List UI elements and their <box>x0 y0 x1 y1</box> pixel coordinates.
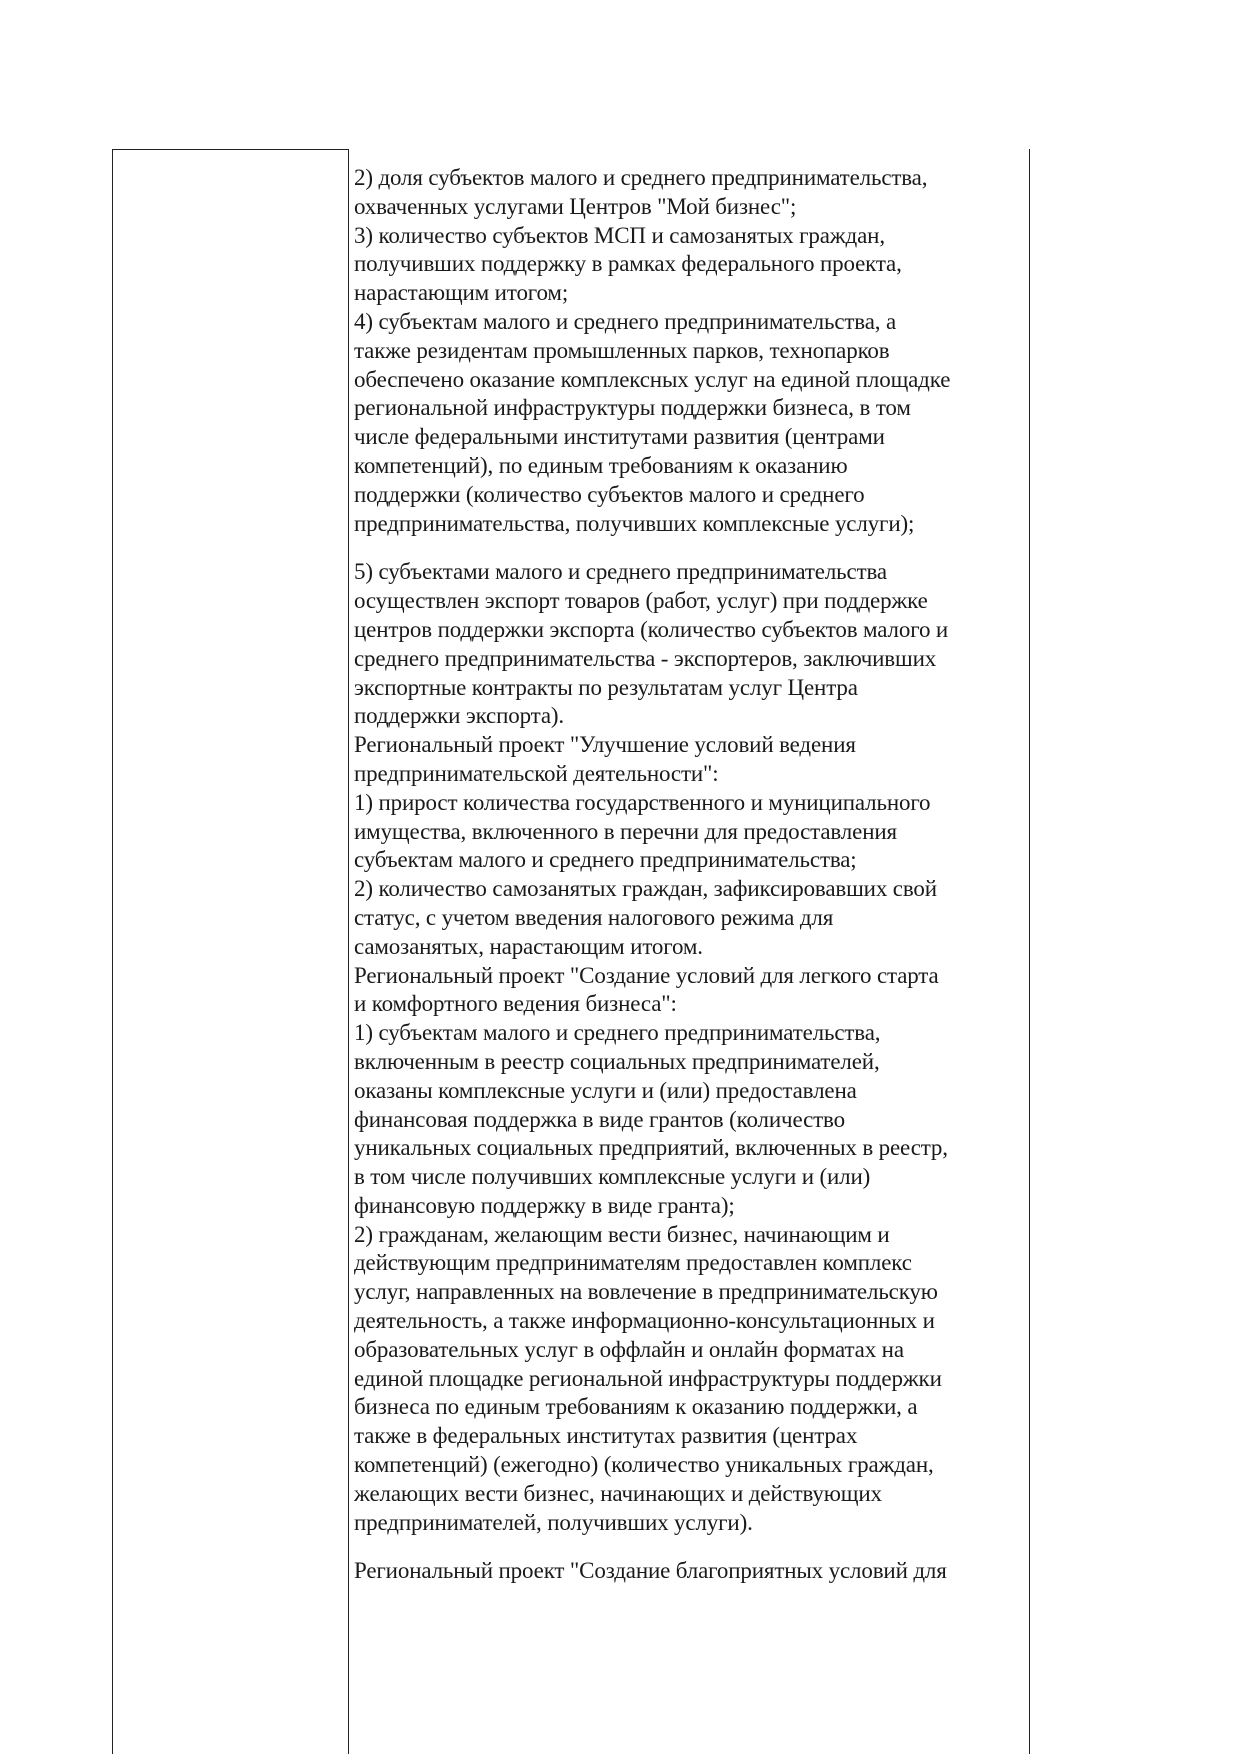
table-column-divider <box>348 149 349 1754</box>
text-line: самозанятых, нарастающим итогом. <box>354 933 703 959</box>
text-line: финансовая поддержка в виде грантов (количество <box>354 1106 845 1132</box>
table-right-border <box>1029 149 1030 1754</box>
text-line: 4) субъектам малого и среднего предпринимательства, а <box>354 308 897 334</box>
text-line: и комфортного ведения бизнеса": <box>354 991 677 1017</box>
text-line: 2) количество самозанятых граждан, зафиксировавших свой <box>354 876 937 902</box>
text-line: осуществлен экспорт товаров (работ, услуг) при поддержке <box>354 588 928 614</box>
text-line: также резидентам промышленных парков, технопарков <box>354 337 890 363</box>
text-line: получивших поддержку в рамках федерального проекта, <box>354 251 902 277</box>
text-line: образовательных услуг в оффлайн и онлайн форматах на <box>354 1336 904 1362</box>
text-line: финансовую поддержку в виде гранта); <box>354 1192 735 1218</box>
text-line: поддержки экспорта). <box>354 703 565 729</box>
text-block-1 <box>354 164 1026 538</box>
text-line: субъектам малого и среднего предпринимательства; <box>354 847 857 873</box>
text-line: услуг, направленных на вовлечение в предпринимательскую <box>354 1279 938 1305</box>
text-line: региональной инфраструктуры поддержки бизнеса, в том <box>354 395 911 421</box>
table-cell-right-text <box>354 164 1026 1586</box>
text-line: поддержки (количество субъектов малого и среднего <box>354 481 865 507</box>
text-line: 5) субъектами малого и среднего предпринимательства <box>354 559 887 585</box>
text-line: экспортные контракты по результатам услуг Центра <box>354 674 858 700</box>
table-cell-left-empty <box>114 151 347 1751</box>
text-line: нарастающим итогом; <box>354 280 569 306</box>
text-line: желающих вести бизнес, начинающих и действующих <box>354 1480 882 1506</box>
text-line: Региональный проект "Создание условий для легкого старта <box>354 962 939 988</box>
text-line: предпринимателей, получивших услуги). <box>354 1509 753 1535</box>
text-line: действующим предпринимателям предоставлен комплекс <box>354 1250 912 1276</box>
paragraph-gap <box>354 1537 1026 1557</box>
text-line: Региональный проект "Создание благоприятных условий для <box>354 1558 947 1584</box>
table-top-border <box>112 149 349 150</box>
text-line: предпринимательства, получивших комплексные услуги); <box>354 510 915 536</box>
text-line: числе федеральными институтами развития (центрами <box>354 424 885 450</box>
text-line: центров поддержки экспорта (количество субъектов малого и <box>354 616 949 642</box>
text-line: предпринимательской деятельности": <box>354 760 719 786</box>
text-block-2 <box>354 558 1026 1537</box>
text-line: Региональный проект "Улучшение условий ведения <box>354 732 856 758</box>
text-line: статус, с учетом введения налогового режима для <box>354 904 834 930</box>
text-line: оказаны комплексные услуги и (или) предоставлена <box>354 1077 857 1103</box>
text-line: охваченных услугами Центров "Мой бизнес"; <box>354 193 797 219</box>
text-line: включенным в реестр социальных предпринимателей, <box>354 1048 880 1074</box>
text-line: единой площадке региональной инфраструктуры поддержки <box>354 1365 942 1391</box>
text-line: обеспечено оказание комплексных услуг на единой площадке <box>354 366 951 392</box>
paragraph-gap <box>354 538 1026 558</box>
text-line: в том числе получивших комплексные услуги и (или) <box>354 1164 871 1190</box>
table-left-border <box>112 149 113 1754</box>
text-line: имущества, включенного в перечни для предоставления <box>354 818 897 844</box>
text-line: 2) гражданам, желающим вести бизнес, начинающим и <box>354 1221 890 1247</box>
text-line: компетенций), по единым требованиям к оказанию <box>354 452 848 478</box>
text-line: 2) доля субъектов малого и среднего предпринимательства, <box>354 165 928 190</box>
text-line: 3) количество субъектов МСП и самозанятых граждан, <box>354 222 885 248</box>
text-line: 1) субъектам малого и среднего предпринимательства, <box>354 1020 881 1046</box>
text-line: 1) прирост количества государственного и муниципального <box>354 789 931 815</box>
text-line: компетенций) (ежегодно) (количество уникальных граждан, <box>354 1452 934 1478</box>
text-line: также в федеральных институтах развития (центрах <box>354 1423 858 1449</box>
text-line: среднего предпринимательства - экспортеров, заключивших <box>354 645 937 671</box>
text-line: бизнеса по единым требованиям к оказанию поддержки, а <box>354 1394 918 1420</box>
text-block-3 <box>354 1557 1026 1586</box>
text-line: уникальных социальных предприятий, включенных в реестр, <box>354 1135 948 1161</box>
text-line: деятельность, а также информационно-консультационных и <box>354 1308 935 1334</box>
